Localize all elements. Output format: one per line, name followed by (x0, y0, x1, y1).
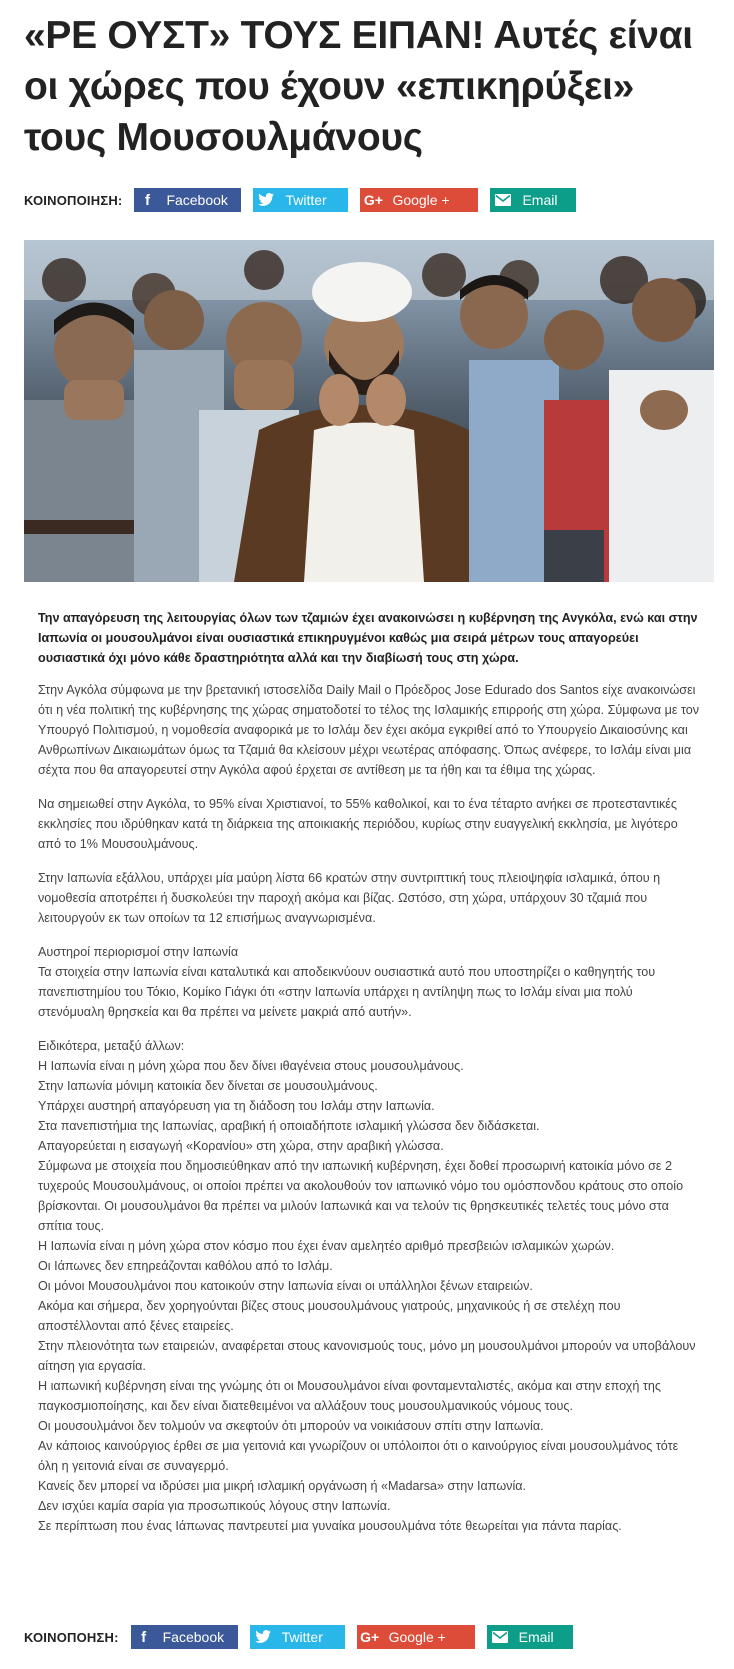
list-item: Η ιαπωνική κυβέρνηση είναι της γνώμης ότι οι Μουσουλμάνοι είναι φονταμενταλιστές, ακόμα και στην εποχή της παγκοσμιοποίησης, και δεν είναι διατεθειμένοι να αλλάξουν τους μουσουλμανικούς νόμους τους. (38, 1379, 661, 1413)
twitter-share-button[interactable] (250, 1625, 345, 1649)
article-paragraph: Στην Ιαπωνία εξάλλου, υπάρχει μία μαύρη λίστα 66 κρατών στην συντριπτική τους πλειοψηφία ισλαμικά, όπου η νομοθεσία αποτρέπει ή δυσκολεύει την παροχή ακόμα και βίζας. Ωστόσο, στη χώρα, υπάρχουν 30 τζαμιά που λειτουργούν εκ των οποίων τα 12 επισήμως αναγνωρισμένα. (38, 871, 661, 925)
article-paragraph: Να σημειωθεί στην Αγκόλα, το 95% είναι Χριστιανοί, το 55% καθολικοί, και το ένα τέταρτο ανήκει σε προτεσταντικές εκκλησίες που ιδρύθηκαν κατά τη διάρκεια της αποικιακής περιόδου, κυρίως στην ευαγγελική εκκλησία, με λιγότερο από το 1% Μουσουλμάνους. (38, 797, 678, 851)
twitter-icon (253, 188, 279, 212)
google-plus-label: Google + (392, 192, 450, 208)
share-label: ΚΟΙΝΟΠΟΙΗΣΗ: (24, 192, 123, 208)
list-item: Στα πανεπιστήμια της Ιαπωνίας, αραβική ή οποιαδήποτε ισλαμική γλώσσα δεν διδάσκεται. (38, 1119, 540, 1133)
share-label: ΚΟΙΝΟΠΟΗΣΗ: (24, 1629, 119, 1645)
article-paragraph: Στην Αγκόλα σύμφωνα με την βρετανική ιστοσελίδα Daily Mail ο Πρόεδρος Jose Edurado dos Santos είχε ανακοινώσει ότι η νέα πολιτική της κυβέρνησης της χώρας σηματοδοτεί το τέλος της Ισλαμικής επιρροής στη χώρα. Σύμφωνα με τον Υπουργό Πολιτισμού, η νομοθεσία αναφορικά με το Ισλάμ δεν έχει ακόμα εγκριθεί από το Υπουργείο Δικαιοσύνης και Ανθρωπίνων Δικαιωμάτων όμως τα Τζαμιά θα κλείσουν μέχρι νεωτέρας απόφασης. Όπως ανέφερε, το Ισλάμ είναι μια σέχτα που θα απαγορευτεί στην Αγκόλα αφού έρχεται σε αντίθεση με τα ήθη και τα έθιμα της χώρας. (38, 683, 700, 777)
facebook-label: Facebook (166, 192, 228, 208)
google-plus-label: Google + (388, 1629, 446, 1645)
section-heading: Αυστηροί περιορισμοί στην Ιαπωνία (38, 945, 239, 959)
share-bar-top (24, 188, 588, 212)
twitter-label: Twitter (285, 192, 327, 208)
list-item: Αν κάποιος καινούργιος έρθει σε μια γειτονιά και γνωρίζουν οι υπόλοιποι ότι ο καινούργιος είναι μουσουλμάνος τότε όλη η γειτονιά είναι σε συναγερμό. (38, 1439, 679, 1473)
list-item: Οι μόνοι Μουσουλμάνοι που κατοικούν στην Ιαπωνία είναι οι υπάλληλοι ξένων εταιρειών. (38, 1279, 533, 1293)
twitter-icon (250, 1625, 276, 1649)
list-item: Σύμφωνα με στοιχεία που δημοσιεύθηκαν από την ιαπωνική κυβέρνηση, έχει δοθεί προσωρινή κατοικία μόνο σε 2 τυχερούς Μουσουλμάνους, οι οποίοι πρέπει να ακολουθούν τον ιαπωνικό νόμο του ομόσπονδου κράτους στο οποίο βρίσκονται. Οι μουσουλμάνοι θα πρέπει να μιλούν Ιαπωνικά και να τελούν τις θρησκευτικές τελετές τους μόνο στα σπίτια τους. (38, 1159, 684, 1233)
share-bar-bottom (24, 1625, 585, 1649)
email-icon (487, 1625, 513, 1649)
google-plus-icon: G+ (363, 192, 383, 208)
list-item: Η Ιαπωνία είναι η μόνη χώρα που δεν δίνει ιθαγένεια στους μουσουλμάνους. (38, 1059, 464, 1073)
list-item: Δεν ισχύει καμία σαρία για προσωπικούς λόγους στην Ιαπωνία. (38, 1499, 391, 1513)
list-item: Υπάρχει αυστηρή απαγόρευση για τη διάδοση του Ισλάμ στην Ιαπωνία. (38, 1099, 435, 1113)
facebook-label: Facebook (162, 1629, 225, 1645)
article-body (38, 608, 700, 1536)
article-title: «ΡΕ ΟΥΣΤ» ΤΟΥΣ ΕΙΠΑΝ! Αυτές είναι οι χώρες που έχουν «επικηρύξει» τους Μουσουλμάνους (24, 14, 693, 159)
section-text: Τα στοιχεία στην Ιαπωνία είναι καταλυτικά και αποδεικνύουν ουσιαστικά αυτό που υποστηρίζει ο καθηγητής του πανεπιστημίου του Τόκιο, Κομίκο Γιάγκι ότι «στην Ιαπωνία υπάρχει η αντίληψη πως το Ισλάμ είναι μια πολύ στενόμυαλη θρησκεία και θα πρέπει να μείνετε μακριά από αυτήν». (38, 965, 656, 1019)
email-share-button[interactable] (490, 188, 576, 212)
twitter-share-button[interactable] (253, 188, 348, 212)
facebook-icon: f (141, 1628, 147, 1646)
list-item: Απαγορεύεται η εισαγωγή «Κορανίου» στη χώρα, στην αραβική γλώσσα. (38, 1139, 444, 1153)
list-item: Ακόμα και σήμερα, δεν χορηγούνται βίζες στους μουσουλμάνους γιατρούς, μηχανικούς ή σε στελέχη που αποστέλλονται από ξένες εταιρείες. (38, 1299, 621, 1333)
facebook-icon: f (144, 191, 150, 209)
list-item: Σε περίπτωση που ένας Ιάπωνας παντρευτεί μια γυναίκα μουσουλμάνα τότε θεωρείται για πάντα παρίας. (38, 1519, 622, 1533)
google-plus-share-button[interactable] (357, 1625, 475, 1649)
list-item: Οι μουσουλμάνοι δεν τολμούν να σκεφτούν ότι μπορούν να νοικιάσουν σπίτι στην Ιαπωνία. (38, 1419, 544, 1433)
facebook-share-button[interactable] (131, 1625, 238, 1649)
email-icon (490, 188, 516, 212)
article-photo (24, 240, 714, 582)
section-block (38, 942, 700, 1022)
twitter-label: Twitter (281, 1629, 323, 1645)
article-lead: Την απαγόρευση της λειτουργίας όλων των τζαμιών έχει ανακοινώσει η κυβέρνηση της Ανγκόλα, ενώ και στην Ιαπωνία οι μουσουλμάνοι είναι ουσιαστικά επικηρυγμένοι καθώς μια σειρά μέτρων τους απαγορεύει ουσιαστικά όχι μόνο κάθε δραστηριότητα αλλά και την διαβίωσή τους στη χώρα. (38, 611, 698, 665)
restrictions-list (38, 1036, 700, 1536)
email-share-button[interactable] (487, 1625, 573, 1649)
email-label: Email (518, 1629, 554, 1645)
facebook-share-button[interactable] (134, 188, 241, 212)
list-item: Κανείς δεν μπορεί να ιδρύσει μια μικρή ισλαμική οργάνωση ή «Madarsa» στην Ιαπωνία. (38, 1479, 527, 1493)
list-item: Στην πλειονότητα των εταιρειών, αναφέρεται στους κανονισμούς τους, μόνο μη μουσουλμάνοι μπορούν να υποβάλουν αίτηση για εργασία. (38, 1339, 696, 1373)
list-intro: Ειδικότερα, μεταξύ άλλων: (38, 1039, 185, 1053)
list-item: Στην Ιαπωνία μόνιμη κατοικία δεν δίνεται σε μουσουλμάνους. (38, 1079, 378, 1093)
list-item: Οι Ιάπωνες δεν επηρεάζονται καθόλου από το Ισλάμ. (38, 1259, 333, 1273)
google-plus-icon: G+ (360, 1629, 380, 1645)
email-label: Email (522, 192, 558, 208)
list-item: Η Ιαπωνία είναι η μόνη χώρα στον κόσμο που έχει έναν αμελητέο αριθμό πρεσβειών ισλαμικών χωρών. (38, 1239, 615, 1253)
google-plus-share-button[interactable] (360, 188, 478, 212)
